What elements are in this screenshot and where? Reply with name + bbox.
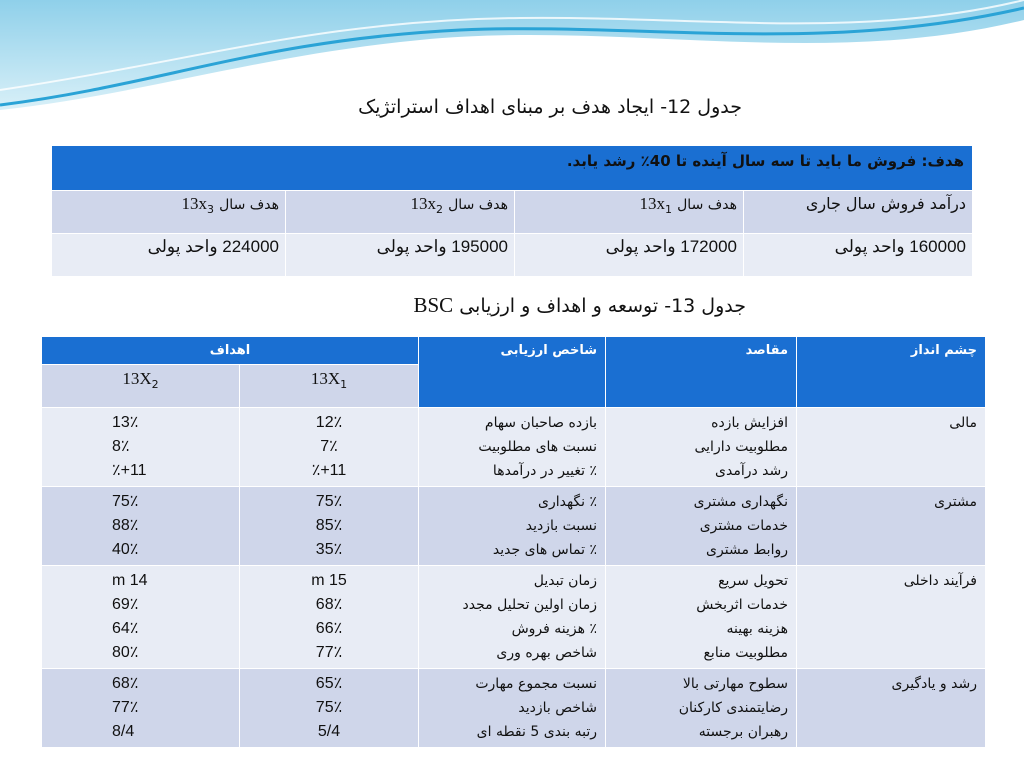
current-year-label: درآمد فروش سال جاری [744, 191, 973, 234]
goal-year-2: هدف سال $13x_2$ [286, 191, 515, 234]
goal-value-3: 224000 واحد پولی [52, 234, 286, 277]
measures-cell: زمان تبدیل زمان اولین تحلیل مجدد ٪ هزینه فروش شاخص بهره وری [419, 566, 606, 669]
year-1-header: $13X_1$ [240, 365, 419, 408]
table13-title: جدول 13- توسعه و اهداف و ارزیابی BSC [413, 293, 746, 317]
goal-value-2: 195000 واحد پولی [286, 234, 515, 277]
year-2-header: $13X_2$ [42, 365, 240, 408]
objectives-cell: نگهداری مشتری خدمات مشتری روابط مشتری [606, 487, 797, 566]
table-row [42, 408, 986, 487]
goal-year-1: هدف سال $13x_1$ [515, 191, 744, 234]
table-row [42, 487, 986, 566]
header-perspective: چشم انداز [797, 337, 986, 408]
perspective-cell: فرآیند داخلی [797, 566, 986, 669]
target-year-1-cell: 65٪ 75٪ 5/4 [240, 669, 419, 748]
measures-cell: ٪ نگهداری نسبت بازدید ٪ تماس های جدید [419, 487, 606, 566]
target-year-1-cell: 75٪ 85٪ 35٪ [240, 487, 419, 566]
perspective-cell: مشتری [797, 487, 986, 566]
header-targets: اهداف [42, 337, 419, 365]
table-row [52, 234, 973, 277]
sales-goal-table [51, 145, 973, 277]
objectives-cell: سطوح مهارتی بالا رضایتمندی کارکنان رهبران برجسته [606, 669, 797, 748]
perspective-cell: رشد و یادگیری [797, 669, 986, 748]
measures-cell: نسبت مجموع مهارت شاخص بازدید رتبه بندی 5 نقطه ای [419, 669, 606, 748]
target-year-2-cell: 14 m 69٪ 64٪ 80٪ [42, 566, 240, 669]
goal-header: هدف: فروش ما باید تا سه سال آینده تا 40٪ رشد یابد. [52, 146, 973, 191]
current-sales-value: 160000 واحد پولی [744, 234, 973, 277]
target-year-1-cell: 12٪ 7٪ 11+٪ [240, 408, 419, 487]
table12-title: جدول 12- ایجاد هدف بر مبنای اهداف استراتژیک [358, 96, 742, 118]
table-row [52, 191, 973, 234]
measures-cell: بازده صاحبان سهام نسبت های مطلوبیت ٪ تغییر در درآمدها [419, 408, 606, 487]
target-year-1-cell: 15 m 68٪ 66٪ 77٪ [240, 566, 419, 669]
table-row [42, 669, 986, 748]
header-measures: شاخص ارزیابی [419, 337, 606, 408]
target-year-2-cell: 13٪ 8٪ 11+٪ [42, 408, 240, 487]
table-row [42, 566, 986, 669]
target-year-2-cell: 68٪ 77٪ 8/4 [42, 669, 240, 748]
target-year-2-cell: 75٪ 88٪ 40٪ [42, 487, 240, 566]
bsc-table [41, 336, 986, 748]
perspective-cell: مالی [797, 408, 986, 487]
objectives-cell: افزایش بازده مطلوبیت دارایی رشد درآمدی [606, 408, 797, 487]
objectives-cell: تحویل سریع خدمات اثربخش هزینه بهینه مطلوبیت منابع [606, 566, 797, 669]
goal-year-3: هدف سال $13x_3$ [52, 191, 286, 234]
header-objectives: مقاصد [606, 337, 797, 408]
goal-value-1: 172000 واحد پولی [515, 234, 744, 277]
